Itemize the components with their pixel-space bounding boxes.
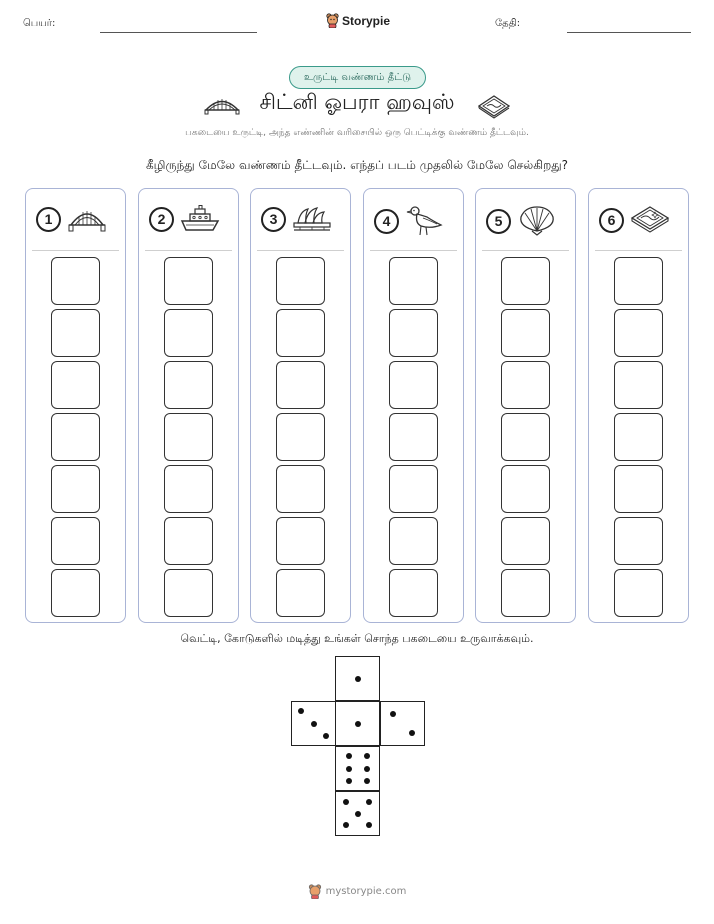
color-box[interactable] [51, 517, 100, 565]
seashell-icon [517, 205, 557, 237]
color-box[interactable] [501, 309, 550, 357]
color-box[interactable] [501, 517, 550, 565]
color-box[interactable] [501, 361, 550, 409]
column-divider [370, 250, 457, 251]
column-1 [25, 188, 126, 623]
bear-icon [326, 13, 339, 28]
seagull-icon [405, 205, 445, 237]
column-2 [138, 188, 239, 623]
column-number: 4 [374, 209, 399, 234]
color-box[interactable] [614, 309, 663, 357]
color-box[interactable] [276, 257, 325, 305]
color-box[interactable] [164, 517, 213, 565]
ferry-boat-icon [180, 205, 220, 233]
color-box[interactable] [51, 361, 100, 409]
column-divider [32, 250, 119, 251]
color-box[interactable] [276, 413, 325, 461]
column-number: 5 [486, 209, 511, 234]
column-3 [250, 188, 351, 623]
color-box[interactable] [164, 309, 213, 357]
die-pip [366, 822, 372, 828]
cut-instruction: வெட்டி, கோடுகளில் மடித்து உங்கள் சொந்த பகடையை உருவாக்கவும். [180, 632, 534, 645]
die-pip [343, 799, 349, 805]
color-box[interactable] [501, 257, 550, 305]
map-icon [630, 205, 670, 235]
color-box[interactable] [276, 517, 325, 565]
color-box[interactable] [276, 569, 325, 617]
opera-house-icon [292, 205, 332, 233]
die-pip [298, 708, 304, 714]
color-box[interactable] [164, 257, 213, 305]
column-number: 2 [149, 207, 174, 232]
die-pip [355, 811, 361, 817]
column-4 [363, 188, 464, 623]
color-box[interactable] [614, 257, 663, 305]
die-pip [366, 799, 372, 805]
date-line[interactable] [567, 32, 691, 33]
color-box[interactable] [51, 569, 100, 617]
harbour-bridge-icon [67, 205, 107, 233]
column-5 [475, 188, 576, 623]
color-box[interactable] [51, 309, 100, 357]
date-label: தேதி: [495, 18, 521, 29]
color-box[interactable] [276, 361, 325, 409]
color-box[interactable] [389, 309, 438, 357]
column-number: 6 [599, 208, 624, 233]
die-pip [355, 721, 361, 727]
die-face [335, 656, 380, 701]
color-box[interactable] [501, 465, 550, 513]
color-box[interactable] [389, 413, 438, 461]
color-box[interactable] [389, 361, 438, 409]
column-number: 1 [36, 207, 61, 232]
die-pip [343, 822, 349, 828]
die-pip [323, 733, 329, 739]
die-pip [364, 766, 370, 772]
column-divider [482, 250, 569, 251]
color-box[interactable] [276, 309, 325, 357]
color-box[interactable] [501, 569, 550, 617]
die-pip [364, 778, 370, 784]
column-divider [257, 250, 344, 251]
die-pip [390, 711, 396, 717]
subtitle: பகடையை உருட்டி, அந்த எண்ணின் வரிசையில் ஒரு பெட்டிக்கு வண்ணம் தீட்டவும். [185, 128, 529, 138]
die-pip [364, 753, 370, 759]
column-divider [595, 250, 682, 251]
page-title: சிட்னி ஓபரா ஹவுஸ் [259, 90, 455, 114]
color-box[interactable] [389, 257, 438, 305]
color-box[interactable] [164, 413, 213, 461]
die-pip [346, 753, 352, 759]
die-pip [311, 721, 317, 727]
die-face [335, 791, 380, 836]
color-box[interactable] [614, 465, 663, 513]
map-icon [478, 95, 510, 119]
color-box[interactable] [276, 465, 325, 513]
color-box[interactable] [389, 569, 438, 617]
color-box[interactable] [614, 413, 663, 461]
color-box[interactable] [51, 465, 100, 513]
instruction-text: கீழிருந்து மேலே வண்ணம் தீட்டவும். எந்தப் படம் முதலில் மேலே செல்கிறது? [145, 158, 569, 172]
color-box[interactable] [614, 361, 663, 409]
color-box[interactable] [614, 517, 663, 565]
activity-tag: உருட்டி வண்ணம் தீட்டு [289, 66, 426, 89]
die-pip [355, 676, 361, 682]
die-pip [346, 766, 352, 772]
name-label: பெயர்: [23, 18, 56, 29]
die-face [380, 701, 425, 746]
bear-icon [308, 884, 322, 899]
die-pip [346, 778, 352, 784]
color-box[interactable] [389, 465, 438, 513]
color-box[interactable] [164, 569, 213, 617]
color-box[interactable] [51, 413, 100, 461]
brand-name: Storypie [342, 13, 391, 28]
color-box[interactable] [164, 361, 213, 409]
color-box[interactable] [389, 517, 438, 565]
column-number: 3 [261, 207, 286, 232]
color-box[interactable] [51, 257, 100, 305]
column-6 [588, 188, 689, 623]
storypie-logo [326, 13, 390, 28]
die-face [335, 701, 380, 746]
die-pip [409, 730, 415, 736]
die-face [335, 746, 380, 791]
footer-url: mystorypie.com [325, 886, 407, 897]
name-line[interactable] [100, 32, 257, 33]
color-box[interactable] [164, 465, 213, 513]
color-box[interactable] [501, 413, 550, 461]
footer [0, 884, 714, 899]
column-divider [145, 250, 232, 251]
die-face [291, 701, 336, 746]
color-box[interactable] [614, 569, 663, 617]
